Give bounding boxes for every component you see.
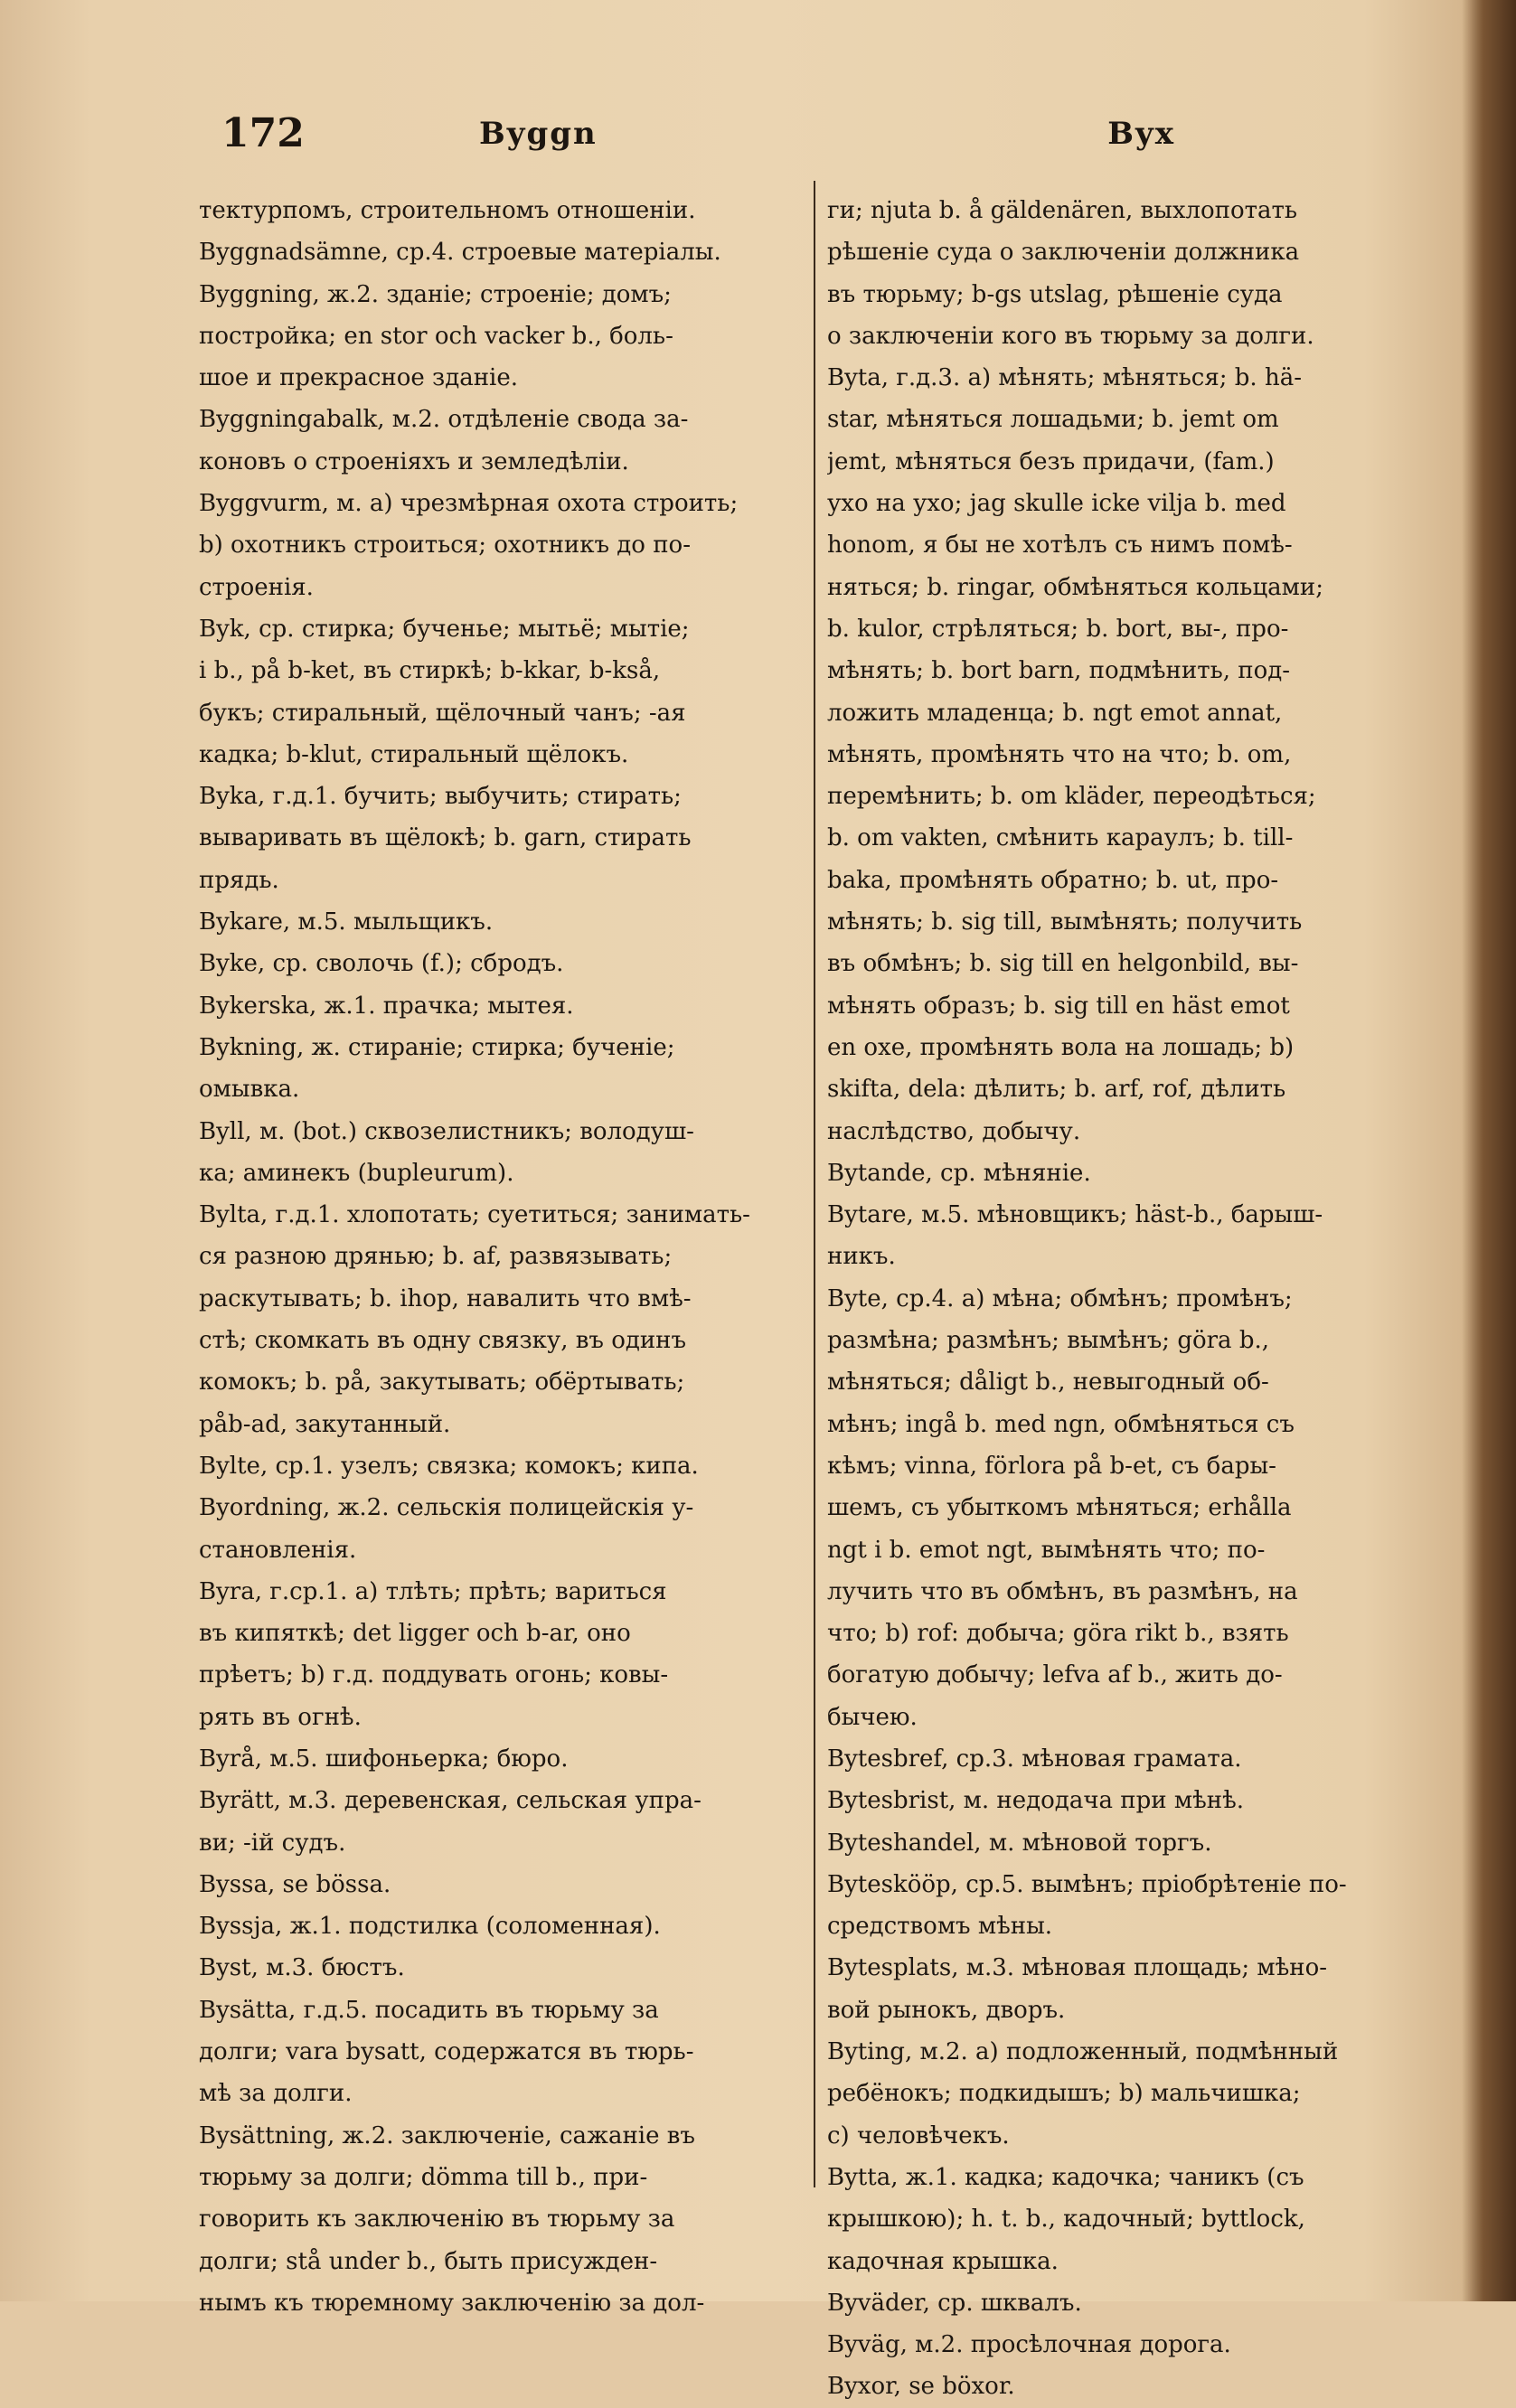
dictionary-line: b. om vakten, смѣнить караулъ; b. till- bbox=[827, 824, 1294, 852]
dictionary-line: долги; vara bysatt, содержатся въ тюрь- bbox=[199, 2038, 694, 2066]
dictionary-line: ухо на ухо; jag skulle icke vilja b. med bbox=[827, 490, 1286, 518]
dictionary-line: Byggvurm, м. а) чрезмѣрная охота строить; bbox=[199, 490, 739, 518]
dictionary-line: Byke, ср. сволочь (f.); сбродъ. bbox=[199, 950, 564, 978]
dictionary-line: Bysättning, ж.2. заключеніе, сажаніе въ bbox=[199, 2121, 695, 2149]
dictionary-line: бычею. bbox=[827, 1703, 918, 1731]
dictionary-line: кадочная крышка. bbox=[827, 2247, 1059, 2275]
dictionary-line: b. kulor, стрѣляться; b. bort, вы-, про- bbox=[827, 615, 1289, 643]
dictionary-line: средствомъ мѣны. bbox=[827, 1913, 1053, 1941]
dictionary-line: что; b) rof: добыча; göra rikt b., взять bbox=[827, 1620, 1289, 1648]
dictionary-line: ся разною дрянью; b. af, развязывать; bbox=[199, 1243, 673, 1271]
dictionary-line: Byordning, ж.2. сельскія полицейскія у- bbox=[199, 1494, 694, 1522]
dictionary-line: богатую добычу; lefva af b., жить до- bbox=[827, 1661, 1283, 1689]
dictionary-line: кѣмъ; vinna, förlora på b-et, съ бары- bbox=[827, 1452, 1276, 1480]
dictionary-line: омывка. bbox=[199, 1076, 300, 1104]
dictionary-line: въ тюрьму; b-gs utslag, рѣшеніе суда bbox=[827, 280, 1283, 308]
right-guideword: Byx bbox=[1107, 116, 1175, 152]
dictionary-line: ложить младенца; b. ngt emot annat, bbox=[827, 699, 1283, 727]
dictionary-line: Byssa, se bössa. bbox=[199, 1870, 391, 1898]
dictionary-line: baka, промѣнять обратно; b. ut, про- bbox=[827, 866, 1279, 894]
dictionary-line: Bytesbref, ср.3. мѣновая грамата. bbox=[827, 1745, 1242, 1773]
dictionary-line: jemt, мѣняться безъ придачи, (fam.) bbox=[827, 447, 1275, 475]
dictionary-line: Bylte, ср.1. узелъ; связка; комокъ; кипа. bbox=[199, 1452, 699, 1480]
dictionary-line: Byte, ср.4. а) мѣна; обмѣнъ; промѣнъ; bbox=[827, 1284, 1293, 1312]
dictionary-line: коновъ о строеніяхъ и земледѣліи. bbox=[199, 447, 629, 475]
dictionary-line: Byrätt, м.3. деревенская, сельская упра- bbox=[199, 1787, 702, 1815]
dictionary-line: въ кипяткѣ; det ligger och b-ar, оно bbox=[199, 1620, 631, 1648]
dictionary-line: Bykare, м.5. мыльщикъ. bbox=[199, 908, 494, 936]
dictionary-line: Byväder, ср. шквалъ. bbox=[827, 2289, 1082, 2317]
dictionary-line: Byra, г.ср.1. а) тлѣть; прѣть; вариться bbox=[199, 1577, 667, 1605]
dictionary-line: шемъ, съ убыткомъ мѣняться; erhålla bbox=[827, 1494, 1292, 1522]
left-column bbox=[199, 190, 800, 2324]
dictionary-line: въ обмѣнъ; b. sig till en helgonbild, вы- bbox=[827, 950, 1299, 978]
dictionary-line: вываривать въ щёлокѣ; b. garn, стирать bbox=[199, 824, 692, 852]
dictionary-line: Bylta, г.д.1. хлопотать; суетиться; занимать- bbox=[199, 1201, 750, 1229]
dictionary-line: Bytta, ж.1. кадка; кадочка; чаникъ (съ bbox=[827, 2163, 1304, 2191]
dictionary-line: никъ. bbox=[827, 1243, 896, 1271]
dictionary-line: мѣнять образъ; b. sig till en häst emot bbox=[827, 992, 1290, 1020]
dictionary-line: påb-ad, закутанный. bbox=[199, 1410, 451, 1438]
dictionary-line: букъ; стиральный, щёлочный чанъ; -ая bbox=[199, 699, 686, 727]
dictionary-line: тюрьму за долги; dömma till b., при- bbox=[199, 2163, 648, 2191]
dictionary-line: долги; stå under b., быть присужден- bbox=[199, 2247, 658, 2275]
left-guideword: Byggn bbox=[479, 116, 598, 152]
dictionary-line: Byväg, м.2. просѣлочная дорога. bbox=[827, 2331, 1231, 2359]
dictionary-line: становленія. bbox=[199, 1536, 357, 1564]
dictionary-line: прѣетъ; b) г.д. поддувать огонь; ковы- bbox=[199, 1661, 669, 1689]
dictionary-line: Bytesbrist, м. недодача при мѣнѣ. bbox=[827, 1787, 1245, 1815]
dictionary-line: раскутывать; b. ihop, навалить что вмѣ- bbox=[199, 1284, 692, 1312]
dictionary-line: рѣшеніе суда о заключеніи должника bbox=[827, 239, 1300, 267]
dictionary-line: о заключеніи кого въ тюрьму за долги. bbox=[827, 322, 1314, 350]
dictionary-line: размѣна; размѣнъ; вымѣнъ; göra b., bbox=[827, 1327, 1269, 1355]
dictionary-line: комокъ; b. på, закутывать; обёртывать; bbox=[199, 1369, 685, 1397]
dictionary-line: мѣнять; b. sig till, вымѣнять; получить bbox=[827, 908, 1303, 936]
dictionary-line: кадка; b-klut, стиральный щёлокъ. bbox=[199, 740, 629, 768]
dictionary-line: наслѣдство, добычу. bbox=[827, 1117, 1081, 1145]
book-spine bbox=[1462, 0, 1516, 2301]
dictionary-line: ка; аминекъ (bupleurum). bbox=[199, 1159, 514, 1187]
dictionary-line: b) охотникъ строиться; охотникъ до по- bbox=[199, 531, 691, 560]
dictionary-line: Byggnadsämne, ср.4. строевые матеріалы. bbox=[199, 239, 721, 267]
dictionary-line: Byk, ср. стирка; бученье; мытьё; мытіе; bbox=[199, 615, 690, 643]
dictionary-line: Byst, м.3. бюстъ. bbox=[199, 1954, 405, 1982]
dictionary-line: ребёнокъ; подкидышъ; b) мальчишка; bbox=[827, 2080, 1301, 2108]
dictionary-line: Byrå, м.5. шифоньерка; бюро. bbox=[199, 1745, 569, 1773]
dictionary-line: Byting, м.2. а) подложенный, подмѣнный bbox=[827, 2038, 1339, 2066]
dictionary-line: Byteskööp, ср.5. вымѣнъ; пріобрѣтеніе по- bbox=[827, 1870, 1347, 1898]
page-number: 172 bbox=[221, 110, 305, 156]
dictionary-line: мѣняться; dåligt b., невыгодный об- bbox=[827, 1369, 1269, 1397]
dictionary-line: крышкою); h. t. b., кадочный; byttlock, bbox=[827, 2206, 1305, 2234]
dictionary-line: Byggning, ж.2. зданіе; строеніе; домъ; bbox=[199, 280, 672, 308]
dictionary-line: шое и прекрасное зданіе. bbox=[199, 364, 519, 392]
right-column bbox=[827, 190, 1428, 2408]
dictionary-line: ги; njuta b. å gäldenären, выхлопотать bbox=[827, 197, 1298, 224]
page-header bbox=[221, 110, 1175, 165]
dictionary-line: с) человѣчекъ. bbox=[827, 2121, 1010, 2149]
dictionary-line: Bykning, ж. стираніе; стирка; бученіе; bbox=[199, 1033, 675, 1061]
dictionary-line: star, мѣняться лошадьми; b. jemt om bbox=[827, 406, 1279, 434]
dictionary-line: Bytande, ср. мѣняніе. bbox=[827, 1159, 1091, 1187]
dictionary-line: прядь. bbox=[199, 866, 279, 894]
dictionary-line: Bysätta, г.д.5. посадить въ тюрьму за bbox=[199, 1996, 659, 2024]
dictionary-line: Byta, г.д.3. а) мѣнять; мѣняться; b. hä- bbox=[827, 364, 1302, 392]
dictionary-line: стѣ; скомкать въ одну связку, въ одинъ bbox=[199, 1327, 687, 1355]
dictionary-line: en oxe, промѣнять вола на лошадь; b) bbox=[827, 1033, 1295, 1061]
dictionary-line: няться; b. ringar, обмѣняться кольцами; bbox=[827, 573, 1323, 601]
dictionary-line: honom, я бы не хотѣлъ съ нимъ помѣ- bbox=[827, 531, 1293, 560]
dictionary-line: Byssja, ж.1. подстилка (соломенная). bbox=[199, 1913, 661, 1941]
dictionary-line: перемѣнить; b. om kläder, переодѣться; bbox=[827, 783, 1316, 811]
dictionary-line: i b., på b-ket, въ стиркѣ; b-kkar, b-kså, bbox=[199, 657, 661, 685]
dictionary-line: говорить къ заключенію въ тюрьму за bbox=[199, 2206, 675, 2234]
dictionary-line: мѣнять; b. bort barn, подмѣнить, под- bbox=[827, 657, 1291, 685]
dictionary-line: ngt i b. emot ngt, вымѣнять что; по- bbox=[827, 1536, 1266, 1564]
dictionary-line: Bytare, м.5. мѣновщикъ; häst-b., барыш- bbox=[827, 1201, 1323, 1229]
dictionary-line: Byggningabalk, м.2. отдѣленіе свода за- bbox=[199, 406, 689, 434]
dictionary-line: мѣнять, промѣнять что на что; b. om, bbox=[827, 740, 1292, 768]
dictionary-line: тектурпомъ, строительномъ отношеніи. bbox=[199, 197, 696, 224]
dictionary-line: Byll, м. (bot.) сквозелистникъ; володуш- bbox=[199, 1117, 694, 1145]
dictionary-line: ви; -ій судъ. bbox=[199, 1829, 346, 1857]
dictionary-line: рять въ огнѣ. bbox=[199, 1703, 362, 1731]
dictionary-line: постройка; en stor och vacker b., боль- bbox=[199, 322, 673, 350]
dictionary-line: строенія. bbox=[199, 573, 314, 601]
dictionary-line: нымъ къ тюремному заключенію за дол- bbox=[199, 2289, 705, 2317]
dictionary-line: Bykerska, ж.1. прачка; мытея. bbox=[199, 992, 574, 1020]
dictionary-line: Byxor, se böxor. bbox=[827, 2373, 1015, 2401]
dictionary-line: мѣнъ; ingå b. med ngn, обмѣняться съ bbox=[827, 1410, 1295, 1438]
dictionary-line: Bytesplats, м.3. мѣновая площадь; мѣно- bbox=[827, 1954, 1328, 1982]
dictionary-line: skifta, dela: дѣлить; b. arf, rof, дѣлить bbox=[827, 1076, 1286, 1104]
column-divider bbox=[814, 181, 815, 2187]
dictionary-line: Byteshandel, м. мѣновой торгъ. bbox=[827, 1829, 1212, 1857]
dictionary-line: мѣ за долги. bbox=[199, 2080, 353, 2108]
dictionary-line: Byka, г.д.1. бучить; выбучить; стирать; bbox=[199, 783, 682, 811]
dictionary-line: вой рынокъ, дворъ. bbox=[827, 1996, 1066, 2024]
dictionary-line: лучить что въ обмѣнъ, въ размѣнъ, на bbox=[827, 1577, 1298, 1605]
